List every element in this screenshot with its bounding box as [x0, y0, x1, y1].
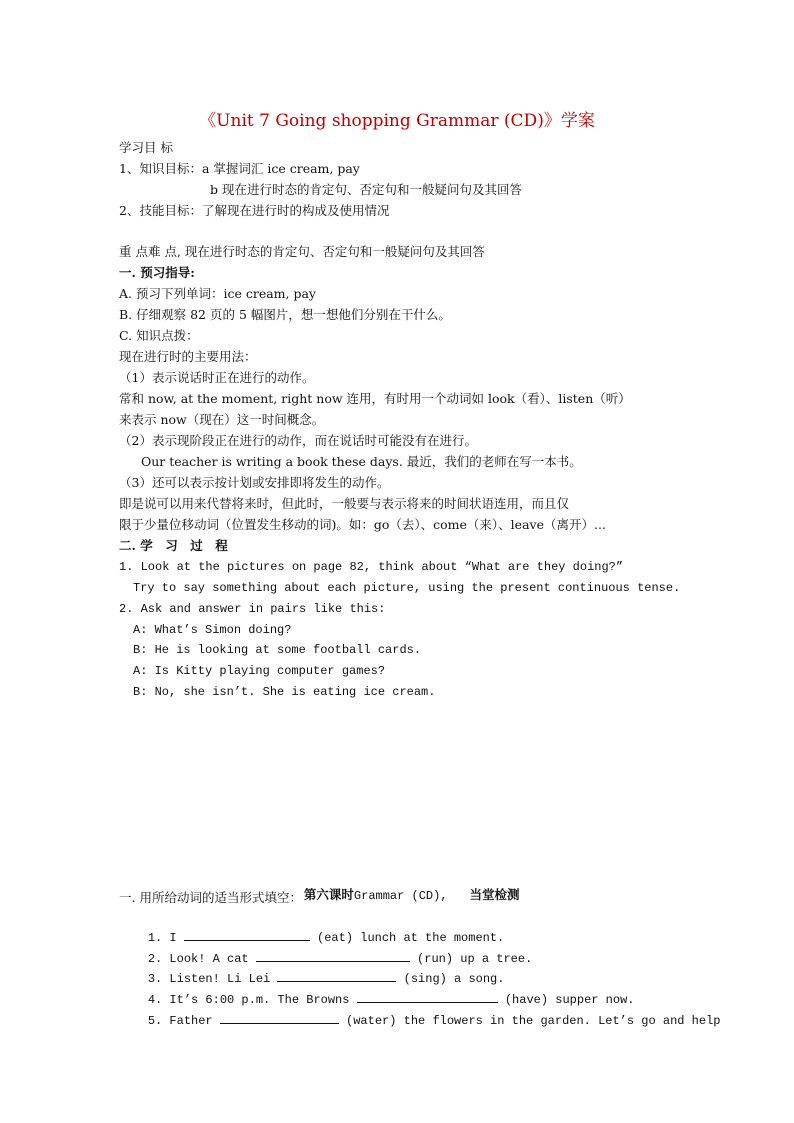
usage-2-example: Our teacher is writing a book these days. 最近，我们的老师在写一本书。	[141, 454, 582, 469]
preview-item-a: A. 预习下列单词：ice cream, pay	[119, 286, 316, 301]
step-1b: Try to say something about each picture, using the present continuous tense.	[133, 581, 681, 595]
usage-3-note-b: 限于少量位移动词（位置发生移动的词)。如：go（去）、come（来）、leave（离开）...	[119, 517, 606, 532]
dialogue-line: B: No, she isn’t. She is eating ice cream.	[133, 685, 436, 699]
objective-knowledge-a: 1、知识目标：a 掌握词汇 ice cream, pay	[119, 161, 360, 176]
lesson-title-check: 当堂检测	[469, 887, 520, 902]
exercise-text: 3. Listen! Li Lei	[147, 972, 278, 986]
usage-heading: 现在进行时的主要用法：	[119, 349, 257, 364]
usage-2: （2）表示现阶段正在进行的动作，而在说话时可能没有在进行。	[119, 433, 477, 448]
process-heading: 二. 学 习 过 程	[119, 538, 228, 553]
usage-3-note-a: 即是说可以用来代替将来时，但此时，一般要与表示将来的时间状语连用，而且仅	[119, 496, 570, 511]
lesson-title-label: 第六课时	[303, 887, 354, 902]
exercise-text: (sing) a song.	[396, 972, 505, 986]
exercise-text: (water) the flowers in the garden. Let’s go and help	[338, 1014, 721, 1028]
exercise-text: (run) up a tree.	[409, 952, 533, 966]
usage-1-note-b: 来表示 now（现在）这一时间概念。	[119, 412, 325, 427]
objective-skill: 2、技能目标：了解现在进行时的构成及使用情况	[119, 203, 390, 218]
exercise-text: 2. Look! A cat	[147, 952, 256, 966]
exercise-heading: 一. 用所给动词的适当形式填空：	[119, 890, 302, 905]
exercise-text: 5. Father	[147, 1014, 220, 1028]
exercise-text: 1. I	[147, 931, 184, 945]
step-2: 2. Ask and answer in pairs like this:	[119, 602, 386, 616]
usage-3: （3）还可以表示按计划或安排即将发生的动作。	[119, 475, 390, 490]
dialogue-line: B: He is looking at some football cards.	[133, 643, 422, 657]
preview-heading: 一. 预习指导:	[119, 265, 195, 280]
key-points: 重 点难 点, 现在进行时态的肯定句、否定句和一般疑问句及其回答	[119, 244, 485, 259]
answer-blank[interactable]	[220, 1011, 339, 1024]
document-title: 《Unit 7 Going shopping Grammar (CD)》学案	[199, 111, 595, 131]
objectives-heading: 学习目 标	[119, 140, 173, 155]
usage-1: （1）表示说话时正在进行的动作。	[119, 370, 315, 385]
exercise-text: 4. It’s 6:00 p.m. The Browns	[147, 993, 357, 1007]
objective-knowledge-b: b 现在进行时态的肯定句、否定句和一般疑问句及其回答	[210, 182, 522, 197]
lesson-title-grammar: Grammar (CD),	[353, 889, 448, 903]
exercise-text: (have) supper now.	[497, 993, 635, 1007]
dialogue-line: A: What’s Simon doing?	[133, 623, 292, 637]
step-1a: 1. Look at the pictures on page 82, think about “What are they doing?”	[119, 560, 624, 574]
preview-item-c: C. 知识点拨：	[119, 328, 199, 343]
preview-item-b: B. 仔细观察 82 页的 5 幅图片，想一想他们分别在干什么。	[119, 307, 451, 322]
usage-1-note-a: 常和 now, at the moment, right now 连用，有时用一个动词如 look（看）、listen（听）	[119, 391, 631, 406]
exercise-item	[119, 993, 721, 1048]
exercise-text: (eat) lunch at the moment.	[309, 931, 505, 945]
dialogue-line: A: Is Kitty playing computer games?	[133, 664, 386, 678]
